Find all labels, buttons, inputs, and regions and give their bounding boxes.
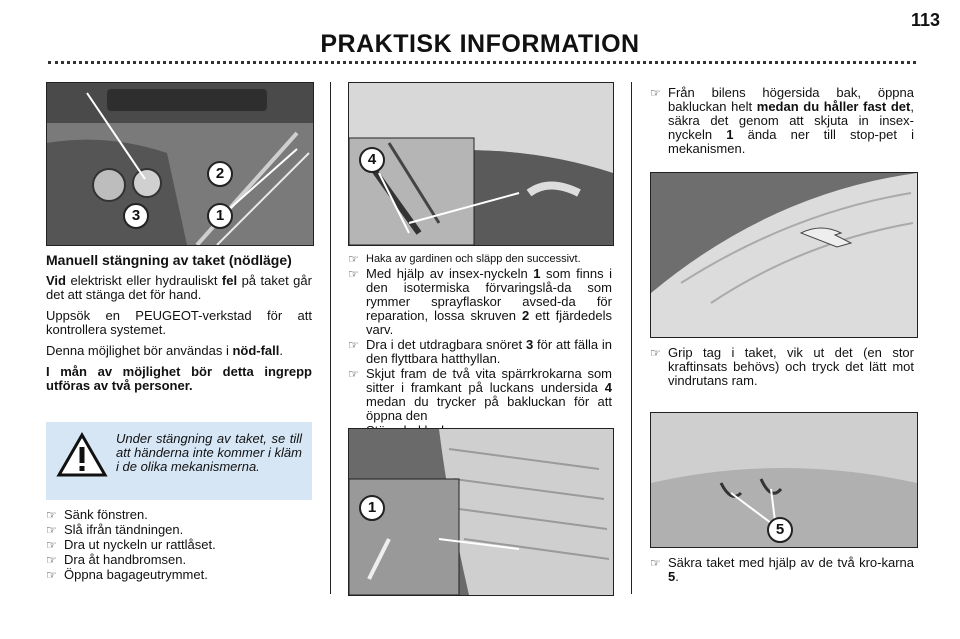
list-item: ☞ Skjut fram de två vita spärrkrokarna som sitter i framkant på luckans undersida 4 medan du trycker på bakluckan för att öppna den (348, 366, 612, 423)
list-item: ☞ Öppna bagageutrymmet. (46, 567, 208, 582)
list-item: ☞ Haka av gardinen och släpp den successivt. (348, 252, 581, 266)
list-item: ☞ Säkra taket med hjälp av de två kro-karna 5. (650, 555, 914, 584)
pointing-hand-icon: ☞ (650, 86, 661, 100)
page-title: PRAKTISK INFORMATION (320, 30, 640, 58)
callout-1: 1 (359, 495, 385, 521)
callout-1: 1 (207, 203, 233, 229)
warning-box (46, 422, 312, 500)
section-heading: Manuell stängning av taket (nödläge) (46, 252, 292, 268)
pointing-hand-icon: ☞ (650, 346, 661, 360)
text-bold: Vid (46, 273, 66, 288)
warning-text: Under stängning av taket, se till att händerna inte kommer i kläm i de olika mekanismerna. (116, 431, 302, 474)
steps-list (348, 252, 612, 438)
pointing-hand-icon: ☞ (46, 538, 57, 552)
steps-list (46, 508, 312, 582)
list-item: ☞ Dra i det utdragbara snöret 3 för att fälla in den flyttbara hatthyllan. (348, 337, 612, 366)
page-number: 113 (910, 10, 940, 30)
text: . (279, 343, 284, 358)
list-item: ☞ Dra ut nyckeln ur rattlåset. (46, 537, 216, 552)
pointing-hand-icon: ☞ (650, 556, 661, 570)
text-bold: fel (221, 273, 238, 288)
pointing-hand-icon: ☞ (348, 252, 359, 266)
column-1 (46, 253, 312, 400)
pointing-hand-icon: ☞ (348, 267, 359, 281)
column-3-middle (650, 346, 914, 389)
text: Denna möjlighet bör användas i (46, 343, 233, 358)
list-item: ☞ Sänk fönstren. (46, 507, 148, 522)
column-3-top (650, 86, 914, 157)
paragraph-workshop: Uppsök en PEUGEOT-verkstad för att kontrollera systemet. (46, 308, 312, 337)
pointing-hand-icon: ☞ (46, 523, 57, 537)
text: på taket går det att stänga det för hand. (46, 273, 312, 302)
steps-list (650, 346, 914, 388)
text-bold: nöd-fall (232, 343, 280, 358)
column-3-bottom (650, 556, 914, 585)
paragraph-emergency (46, 344, 312, 358)
list-item: ☞ Dra åt handbromsen. (46, 552, 187, 567)
callout-3: 3 (123, 203, 149, 229)
photo-roof-latch (46, 82, 314, 246)
column-1-steps (46, 508, 312, 583)
callout-4: 4 (359, 147, 385, 173)
column-divider-2 (631, 82, 632, 594)
photo-trunk-hooks (348, 82, 614, 246)
column-2 (348, 252, 612, 439)
list-item: ☞ Från bilens högersida bak, öppna bakluckan helt medan du håller fast det, säkra det genom att skjuta in insex-nyckeln 1 ända ner till stop-pet i mekanismen. (650, 85, 914, 156)
callout-2: 2 (207, 161, 233, 187)
pointing-hand-icon: ☞ (46, 568, 57, 582)
dotted-divider (48, 61, 916, 64)
photo-roof-hooks (650, 412, 918, 548)
pointing-hand-icon: ☞ (348, 367, 359, 381)
pointing-hand-icon: ☞ (46, 553, 57, 567)
list-item: ☞ Grip tag i taket, vik ut det (en stor kraftinsats behövs) och tryck det lätt mot vindrutans ram. (650, 345, 914, 388)
steps-list (650, 86, 914, 156)
warning-triangle-icon (56, 432, 108, 478)
list-item: ☞ Slå ifrån tändningen. (46, 522, 184, 537)
list-item: ☞ Med hjälp av insex-nyckeln 1 som finns i den isotermiska förvaringslå-da som rymmer sprayflaskor avsed-da för reparation, lossa skruven 2 ett fjärdedels varv. (348, 266, 612, 337)
pointing-hand-icon: ☞ (46, 508, 57, 522)
photo-roof-fold (650, 172, 918, 338)
pointing-hand-icon: ☞ (348, 338, 359, 352)
column-divider-1 (330, 82, 331, 594)
steps-list (650, 556, 914, 584)
callout-5: 5 (767, 517, 793, 543)
text: elektriskt eller hydrauliskt (66, 273, 222, 288)
paragraph-two-persons: I mån av möjlighet bör detta ingrepp utföras av två personer. (46, 364, 312, 393)
paragraph-failure (46, 274, 312, 302)
photo-hex-key (348, 428, 614, 596)
